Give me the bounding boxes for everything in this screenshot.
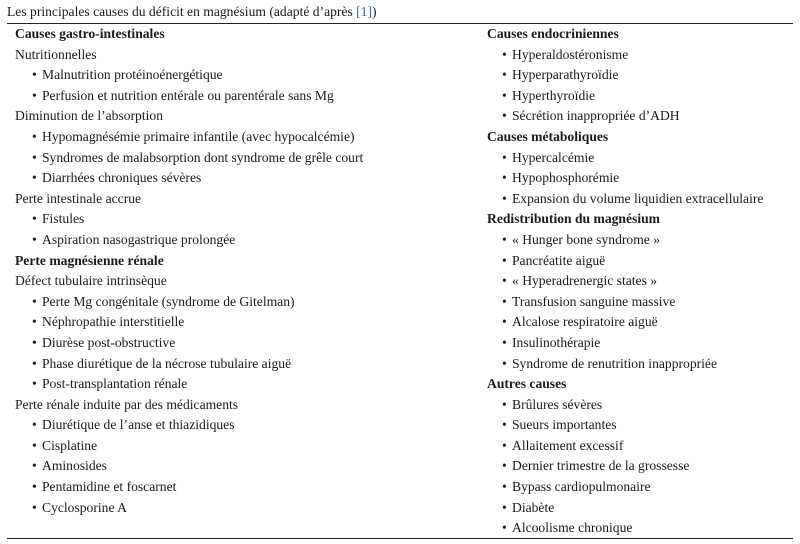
bullet-icon: • [502,190,507,206]
list-item [15,498,485,519]
bullet-icon: • [32,499,37,515]
bullet-icon: • [32,417,37,433]
bullet-icon: • [502,87,507,103]
list-item-text: Diabète [512,499,555,515]
bullet-icon: • [32,355,37,371]
list-item [487,498,793,519]
list-item-text: Aspiration nasogastrique prolongée [42,231,236,247]
bullet-icon: • [502,273,507,289]
bullet-icon: • [32,334,37,350]
list-item-text: Diarrhées chroniques sévères [42,170,202,186]
bullet-icon: • [502,170,507,186]
list-item-text: Insulinothérapie [512,334,601,350]
bullet-icon: • [32,437,37,453]
bullet-icon: • [32,211,37,227]
right-column [487,24,793,539]
bullet-icon: • [502,108,507,124]
list-item [487,312,793,333]
list-item-text: Bypass cardiopulmonaire [512,479,651,495]
list-item [487,230,793,251]
bullet-icon: • [502,417,507,433]
list-item [15,209,485,230]
list-item-text: Alcoolisme chronique [512,520,633,536]
list-item [15,374,485,395]
list-item-text: Cisplatine [42,437,98,453]
list-item-text: Perte Mg congénitale (syndrome de Gitelman) [42,293,295,309]
list-item-text: Perfusion et nutrition entérale ou parentérale sans Mg [42,87,334,103]
list-item-text: Hypomagnésémie primaire infantile (avec hypocalcémie) [42,128,355,144]
list-item-text: Syndrome de renutrition inappropriée [512,355,717,371]
list-item-text: Hyperparathyroïdie [512,67,619,83]
bullet-icon: • [502,231,507,247]
list-item-text: Diurétique de l’anse et thiazidiques [42,417,235,433]
list-item [15,148,485,169]
list-item-text: « Hunger bone syndrome » [512,231,660,247]
list-item [15,456,485,477]
subgroup-label: Nutritionnelles [15,46,97,62]
list-item [487,477,793,498]
list-item [15,354,485,375]
table-caption [7,2,377,22]
list-item [15,312,485,333]
list-item [15,292,485,313]
section-heading: Causes endocriniennes [487,26,619,41]
bullet-icon: • [32,458,37,474]
bullet-icon: • [502,46,507,62]
list-item [487,251,793,272]
list-item [487,518,793,539]
list-item-text: Alcalose respiratoire aiguë [512,314,658,330]
list-item-text: Allaitement excessif [512,437,624,453]
list-item [487,106,793,127]
list-item-text: Phase diurétique de la nécrose tubulaire aiguë [42,355,292,371]
bullet-icon: • [502,396,507,412]
list-item-text: Pentamidine et foscarnet [42,479,177,495]
list-item [487,65,793,86]
list-item-text: Cyclosporine A [42,499,127,515]
bullet-icon: • [32,231,37,247]
bullet-icon: • [502,67,507,83]
bullet-icon: • [502,437,507,453]
bullet-icon: • [502,499,507,515]
subgroup-label: Perte rénale induite par des médicaments [15,396,239,412]
list-item [487,148,793,169]
list-item-text: Hypophosphorémie [512,170,620,186]
list-item-text: Dernier trimestre de la grossesse [512,458,690,474]
list-item-text: « Hyperadrenergic states » [512,273,658,289]
list-item [487,415,793,436]
list-item-text: Fistules [42,211,85,227]
list-item-text: Hypercalcémie [512,149,595,165]
list-item [15,436,485,457]
list-item-text: Malnutrition protéinoénergétique [42,67,223,83]
list-item [487,333,793,354]
bullet-icon: • [32,314,37,330]
section-heading: Autres causes [487,376,567,392]
bullet-icon: • [502,479,507,495]
section-heading: Redistribution du magnésium [487,211,660,227]
list-item-text: Sécrétion inappropriée d’ADH [512,108,680,124]
list-item [487,271,793,292]
list-item-text: Brûlures sévères [512,396,603,412]
caption-close: ) [372,4,377,19]
bullet-icon: • [32,479,37,495]
list-item-text: Syndromes de malabsorption dont syndrome de grêle court [42,149,364,165]
section-heading: Causes gastro-intestinales [15,26,165,41]
list-item [487,189,793,210]
list-item-text: Post-transplantation rénale [42,376,188,392]
list-item [15,333,485,354]
bullet-icon: • [502,520,507,536]
bullet-icon: • [502,355,507,371]
list-item [487,395,793,416]
subgroup-label: Défect tubulaire intrinsèque [15,273,167,289]
bullet-icon: • [502,458,507,474]
list-item [15,127,485,148]
list-item-text: Transfusion sanguine massive [512,293,676,309]
bullet-icon: • [32,170,37,186]
list-item [487,456,793,477]
bullet-icon: • [502,314,507,330]
list-item [15,230,485,251]
list-item-text: Sueurs importantes [512,417,617,433]
bullet-icon: • [502,293,507,309]
bullet-icon: • [32,376,37,392]
bullet-icon: • [502,149,507,165]
bullet-icon: • [32,67,37,83]
section-heading: Perte magnésienne rénale [15,252,164,268]
list-item-text: Néphropathie interstitielle [42,314,185,330]
list-item [15,168,485,189]
subgroup-label: Diminution de l’absorption [15,108,164,124]
list-item [15,415,485,436]
section-heading: Causes métaboliques [487,128,609,144]
list-item [487,436,793,457]
bullet-icon: • [32,87,37,103]
list-item [15,65,485,86]
caption-text: Les principales causes du déficit en magnésium (adapté d’après [7,4,357,19]
list-item-text: Hyperaldostéronisme [512,46,629,62]
list-item [487,354,793,375]
list-item [487,292,793,313]
list-item-text: Pancréatite aiguë [512,252,606,268]
list-item-text: Diurèse post-obstructive [42,334,176,350]
list-item [487,86,793,107]
bullet-icon: • [32,149,37,165]
bullet-icon: • [502,334,507,350]
table-bottom-rule [7,538,793,539]
list-item [487,168,793,189]
bullet-icon: • [502,252,507,268]
reference-link[interactable]: [1] [356,4,373,19]
subgroup-label: Perte intestinale accrue [15,190,142,206]
list-item-text: Aminosides [42,458,107,474]
list-item [15,86,485,107]
list-item-text: Expansion du volume liquidien extracellulaire [512,190,764,206]
list-item-text: Hyperthyroïdie [512,87,596,103]
list-item [15,477,485,498]
list-item [487,45,793,66]
left-column [15,24,485,518]
bullet-icon: • [32,293,37,309]
bullet-icon: • [32,128,37,144]
